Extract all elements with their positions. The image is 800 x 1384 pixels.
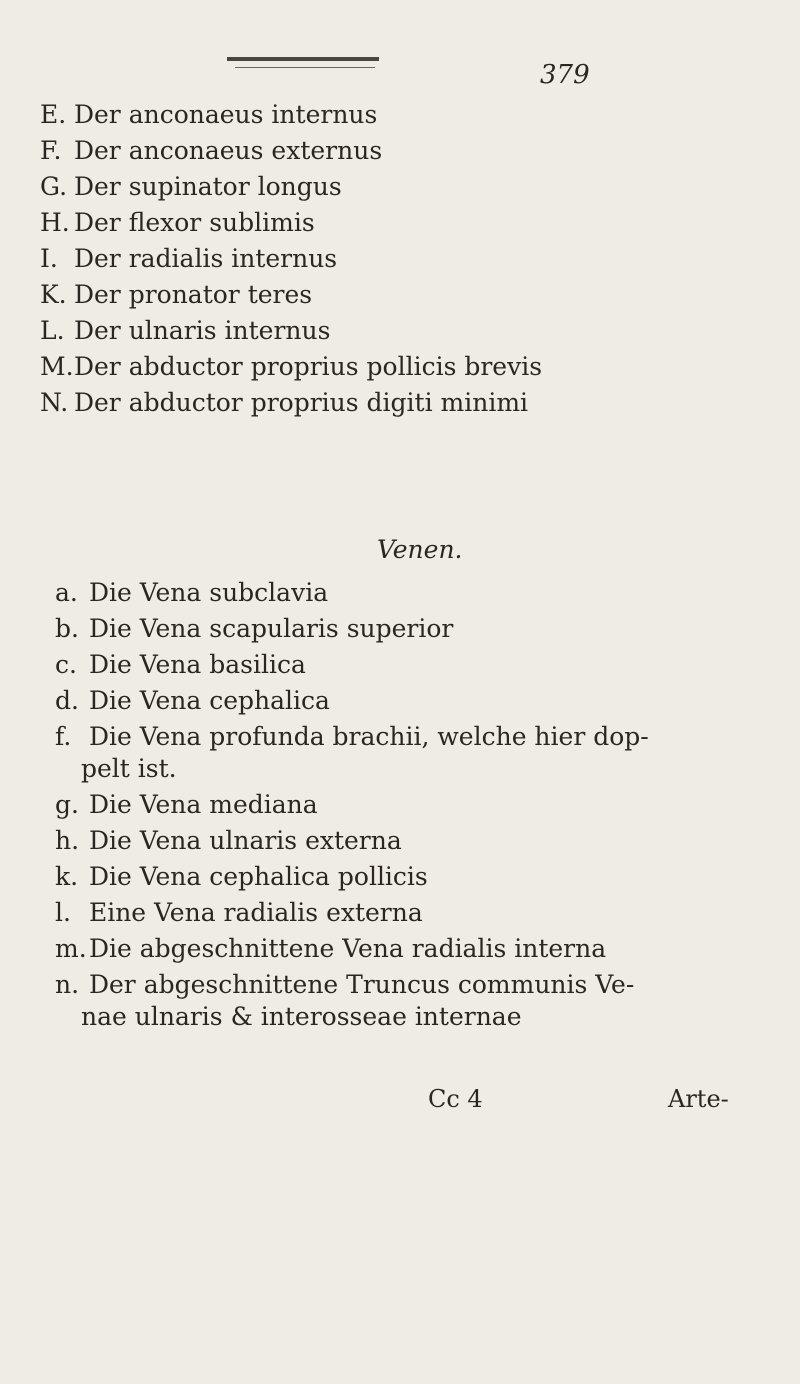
list-item — [40, 280, 312, 310]
item-text: Der ulnaris internus — [73, 316, 331, 345]
item-continuation: nae ulnaris & interosseae internae — [81, 1002, 522, 1031]
item-letter: n. — [55, 970, 80, 999]
item-letter: d. — [55, 686, 79, 715]
item-text: Die Vena ulnaris externa — [88, 826, 402, 855]
list-item — [55, 722, 649, 752]
list-item — [55, 862, 428, 892]
item-continuation: pelt ist. — [81, 754, 177, 783]
list-item — [40, 136, 382, 166]
item-text: Die Vena cephalica pollicis — [88, 862, 428, 891]
item-text: Der anconaeus externus — [73, 136, 383, 165]
list-item — [40, 316, 330, 346]
item-text: Der anconaeus internus — [73, 100, 378, 129]
section-heading: Venen. — [377, 535, 463, 564]
item-letter: N. — [40, 388, 69, 417]
item-text: Der abductor proprius pollicis brevis — [73, 352, 543, 381]
item-letter: g. — [55, 790, 79, 819]
list-item — [55, 934, 606, 964]
item-letter: L. — [40, 316, 65, 345]
header-rule-thin — [235, 67, 375, 68]
item-text: Die Vena mediana — [88, 790, 318, 819]
item-text: Der pronator teres — [73, 280, 313, 309]
item-letter: m. — [55, 934, 87, 963]
item-letter: a. — [55, 578, 78, 607]
item-text: Der radialis internus — [73, 244, 338, 273]
list-item — [40, 100, 377, 130]
item-letter: f. — [55, 722, 72, 751]
item-letter: E. — [40, 100, 67, 129]
header-rule — [227, 57, 379, 61]
list-item — [55, 578, 328, 608]
item-letter: G. — [40, 172, 68, 201]
item-text: Der abductor proprius digiti minimi — [73, 388, 529, 417]
item-text: Die Vena scapularis superior — [88, 614, 454, 643]
item-text: Der supinator longus — [73, 172, 342, 201]
item-text: Die Vena subclavia — [88, 578, 329, 607]
list-item — [40, 172, 342, 202]
list-item — [55, 970, 634, 1000]
list-item — [40, 244, 337, 274]
item-letter: F. — [40, 136, 62, 165]
item-letter: k. — [55, 862, 79, 891]
list-item — [55, 614, 453, 644]
item-letter: M. — [40, 352, 74, 381]
item-letter: b. — [55, 614, 79, 643]
item-letter: h. — [55, 826, 80, 855]
item-text: Die Vena profunda brachii, welche hier dop- — [88, 722, 649, 751]
list-item — [55, 790, 318, 820]
list-item — [55, 686, 330, 716]
item-letter: l. — [55, 898, 71, 927]
signature-mark: Cc 4 — [428, 1085, 483, 1113]
list-item — [40, 208, 315, 238]
item-text: Die abgeschnittene Vena radialis interna — [88, 934, 607, 963]
list-item — [55, 826, 402, 856]
item-text: Der abgeschnittene Truncus communis Ve- — [88, 970, 635, 999]
item-text: Der flexor sublimis — [73, 208, 315, 237]
item-letter: c. — [55, 650, 77, 679]
item-text: Die Vena cephalica — [88, 686, 330, 715]
item-letter: K. — [40, 280, 67, 309]
item-text: Eine Vena radialis externa — [88, 898, 423, 927]
list-item — [55, 898, 423, 928]
item-text: Die Vena basilica — [88, 650, 306, 679]
list-item — [40, 388, 528, 418]
list-item — [55, 650, 306, 680]
catchword: Arte- — [668, 1085, 729, 1113]
item-letter: H. — [40, 208, 70, 237]
page-number: 379 — [540, 60, 590, 90]
list-item — [40, 352, 542, 382]
item-letter: I. — [40, 244, 58, 273]
